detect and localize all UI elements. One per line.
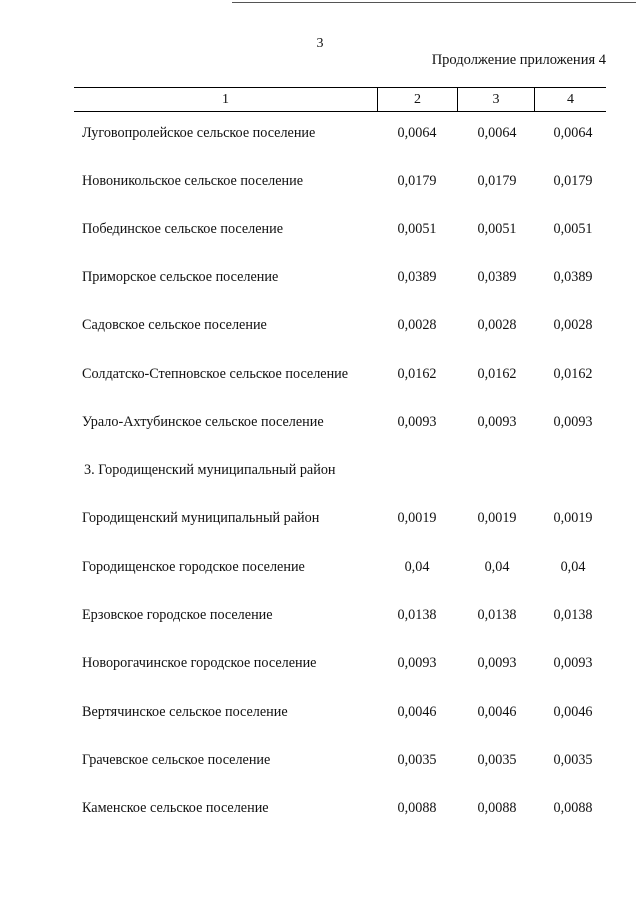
value-col-2: 0,0035 bbox=[397, 752, 437, 768]
value-col-3: 0,0028 bbox=[477, 317, 517, 333]
value-col-2: 0,0179 bbox=[397, 173, 437, 189]
value-col-2: 0,04 bbox=[404, 559, 430, 575]
table-row bbox=[0, 655, 640, 675]
value-col-4: 0,0064 bbox=[553, 125, 593, 141]
settlement-name: Побединское сельское поселение bbox=[82, 221, 284, 237]
settlement-name: Урало-Ахтубинское сельское поселение bbox=[82, 414, 324, 430]
value-col-3: 0,04 bbox=[484, 559, 510, 575]
value-col-4: 0,0162 bbox=[553, 366, 593, 382]
table-row bbox=[0, 414, 640, 434]
value-col-2: 0,0093 bbox=[397, 414, 437, 430]
value-col-3: 0,0019 bbox=[477, 510, 517, 526]
value-col-4: 0,04 bbox=[560, 559, 586, 575]
value-col-3: 0,0138 bbox=[477, 607, 517, 623]
settlement-name: Солдатско-Степновское сельское поселение bbox=[82, 366, 349, 382]
settlement-name: Городищенское городское поселение bbox=[82, 559, 305, 575]
settlement-name: Новоникольское сельское поселение bbox=[82, 173, 303, 189]
value-col-4: 0,0028 bbox=[553, 317, 593, 333]
value-col-4: 0,0046 bbox=[553, 704, 593, 720]
value-col-4: 0,0138 bbox=[553, 607, 593, 623]
settlement-name: Ерзовское городское поселение bbox=[82, 607, 273, 623]
value-col-2: 0,0162 bbox=[397, 366, 437, 382]
value-col-3: 0,0093 bbox=[477, 655, 517, 671]
value-col-3: 0,0051 bbox=[477, 221, 517, 237]
table-row bbox=[0, 607, 640, 627]
table-row bbox=[0, 559, 640, 579]
value-col-3: 0,0389 bbox=[477, 269, 517, 285]
value-col-2: 0,0051 bbox=[397, 221, 437, 237]
value-col-4: 0,0019 bbox=[553, 510, 593, 526]
table-header bbox=[74, 87, 606, 112]
value-col-3: 0,0162 bbox=[477, 366, 517, 382]
value-col-4: 0,0051 bbox=[553, 221, 593, 237]
settlement-name: Грачевское сельское поселение bbox=[82, 752, 271, 768]
continuation-label: Продолжение приложения 4 bbox=[431, 52, 606, 68]
table-row bbox=[0, 269, 640, 289]
value-col-4: 0,0389 bbox=[553, 269, 593, 285]
value-col-2: 0,0093 bbox=[397, 655, 437, 671]
value-col-4: 0,0093 bbox=[553, 414, 593, 430]
page-number: 3 bbox=[316, 36, 324, 51]
section-heading-row bbox=[0, 462, 640, 482]
value-col-3: 0,0088 bbox=[477, 800, 517, 816]
settlement-name: Каменское сельское поселение bbox=[82, 800, 269, 816]
value-col-3: 0,0179 bbox=[477, 173, 517, 189]
value-col-3: 0,0035 bbox=[477, 752, 517, 768]
value-col-3: 0,0046 bbox=[477, 704, 517, 720]
value-col-4: 0,0093 bbox=[553, 655, 593, 671]
value-col-4: 0,0179 bbox=[553, 173, 593, 189]
table-row bbox=[0, 510, 640, 530]
value-col-4: 0,0035 bbox=[553, 752, 593, 768]
table-row bbox=[0, 317, 640, 337]
value-col-2: 0,0138 bbox=[397, 607, 437, 623]
settlement-name: Луговопролейское сельское поселение bbox=[82, 125, 316, 141]
settlement-name: Вертячинское сельское поселение bbox=[82, 704, 288, 720]
settlement-name: Городищенский муниципальный район bbox=[82, 510, 320, 526]
section-heading: 3. Городищенский муниципальный район bbox=[84, 462, 336, 478]
table-row bbox=[0, 752, 640, 772]
table-row bbox=[0, 221, 640, 241]
table-row bbox=[0, 125, 640, 145]
value-col-3: 0,0093 bbox=[477, 414, 517, 430]
value-col-3: 0,0064 bbox=[477, 125, 517, 141]
settlement-name: Новорогачинское городское поселение bbox=[82, 655, 317, 671]
value-col-2: 0,0088 bbox=[397, 800, 437, 816]
column-header-2: 2 bbox=[414, 92, 421, 107]
settlement-name: Приморское сельское поселение bbox=[82, 269, 279, 285]
value-col-2: 0,0389 bbox=[397, 269, 437, 285]
top-rule bbox=[232, 2, 636, 3]
table-row bbox=[0, 704, 640, 724]
column-header-3: 3 bbox=[492, 92, 500, 107]
value-col-2: 0,0019 bbox=[397, 510, 437, 526]
value-col-4: 0,0088 bbox=[553, 800, 593, 816]
value-col-2: 0,0064 bbox=[397, 125, 437, 141]
value-col-2: 0,0046 bbox=[397, 704, 437, 720]
table-row bbox=[0, 800, 640, 820]
column-header-4: 4 bbox=[567, 92, 574, 107]
column-header-1: 1 bbox=[222, 92, 229, 107]
table-row bbox=[0, 366, 640, 386]
table-row bbox=[0, 173, 640, 193]
value-col-2: 0,0028 bbox=[397, 317, 437, 333]
settlement-name: Садовское сельское поселение bbox=[82, 317, 267, 333]
